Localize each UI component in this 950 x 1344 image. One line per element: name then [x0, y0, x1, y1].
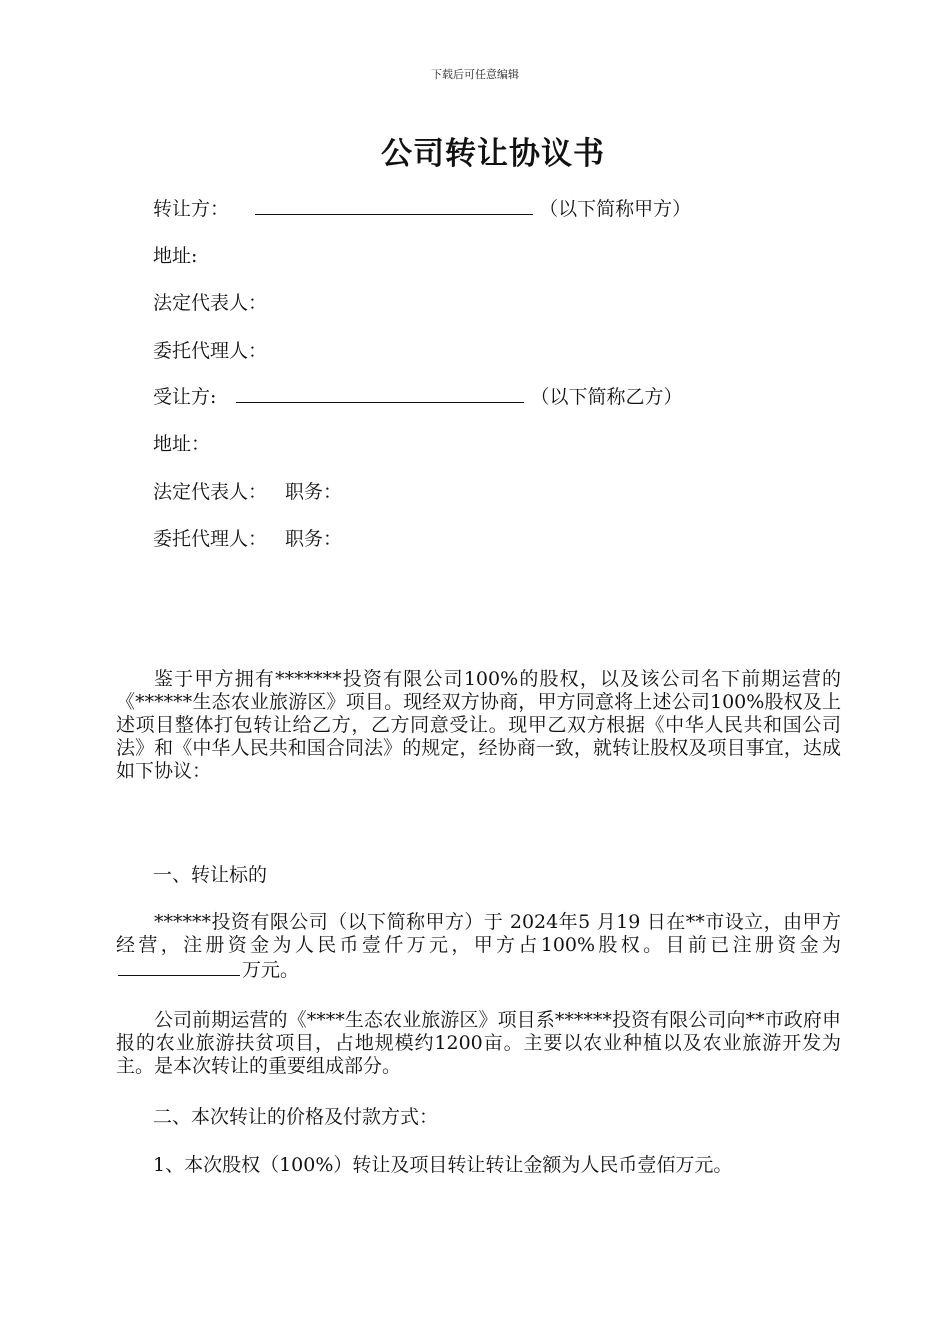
- party-b-legal-rep: [153, 479, 342, 505]
- party-a-name-blank[interactable]: [255, 196, 533, 215]
- party-a-suffix: （以下简称甲方）: [539, 198, 692, 220]
- party-a-address: [153, 243, 197, 269]
- party-b-name-blank[interactable]: [236, 384, 524, 403]
- section-1-paragraph-1: [116, 911, 841, 982]
- section-1-paragraph-2: 公司前期运营的《****生态农业旅游区》项目系******投资有限公司向**市政府申报的农业旅游扶贫项目，占地规模约1200亩。主要以农业种植以及农业旅游开发为主。是本次转让的重要组成部分。: [116, 1009, 841, 1077]
- party-b-line: [153, 384, 683, 410]
- party-b-agent-label: 委托代理人：: [153, 528, 268, 550]
- section-2-heading: 二、本次转让的价格及付款方式：: [153, 1106, 439, 1128]
- party-b-label: 受让方:: [153, 386, 217, 408]
- party-a-label: 转让方：: [153, 198, 230, 220]
- party-b-address-label: 地址：: [153, 433, 211, 455]
- section-2-item-1: 1、本次股权（100%）转让及项目转让转让金额为人民币壹佰万元。: [153, 1154, 733, 1176]
- party-b-agent: [153, 526, 342, 552]
- party-a-line: [153, 196, 691, 222]
- party-b-agent-position: 职务：: [285, 528, 343, 550]
- party-b-legal-rep-position: 职务：: [285, 481, 343, 503]
- registered-capital-blank[interactable]: [118, 957, 240, 976]
- preamble-paragraph: 鉴于甲方拥有*******投资有限公司100%的股权，以及该公司名下前期运营的《******生态农业旅游区》项目。现经双方协商，甲方同意将上述公司100%股权及上述项目整体打包转让给乙方，乙方同意受让。现甲乙双方根据《中华人民共和国公司法》和《中华人民共和国合同法》的规定，经协商一致，就转让股权及项目事宜，达成如下协议：: [116, 668, 841, 782]
- party-b-suffix: （以下简称乙方）: [530, 386, 683, 408]
- party-a-legal-rep-label: 法定代表人：: [153, 292, 268, 314]
- section-1-heading: 一、转让标的: [153, 864, 268, 886]
- section-1-para1-text: ******投资有限公司（以下简称甲方）于 2024年5 月19 日在**市设立，由甲方经营，注册资金为人民币壹仟万元，甲方占100%股权。目前已注册资金为: [116, 911, 841, 956]
- party-a-legal-rep: [153, 290, 267, 316]
- party-b-address: [153, 431, 210, 457]
- header-note: 下载后可任意编辑: [431, 68, 519, 81]
- document-title: 公司转让协议书: [381, 136, 605, 172]
- party-b-legal-rep-label: 法定代表人：: [153, 481, 268, 503]
- party-a-agent: [153, 338, 267, 364]
- party-a-address-label: 地址:: [153, 245, 198, 267]
- section-1-para1-unit: 万元。: [242, 959, 300, 981]
- party-a-agent-label: 委托代理人：: [153, 340, 268, 362]
